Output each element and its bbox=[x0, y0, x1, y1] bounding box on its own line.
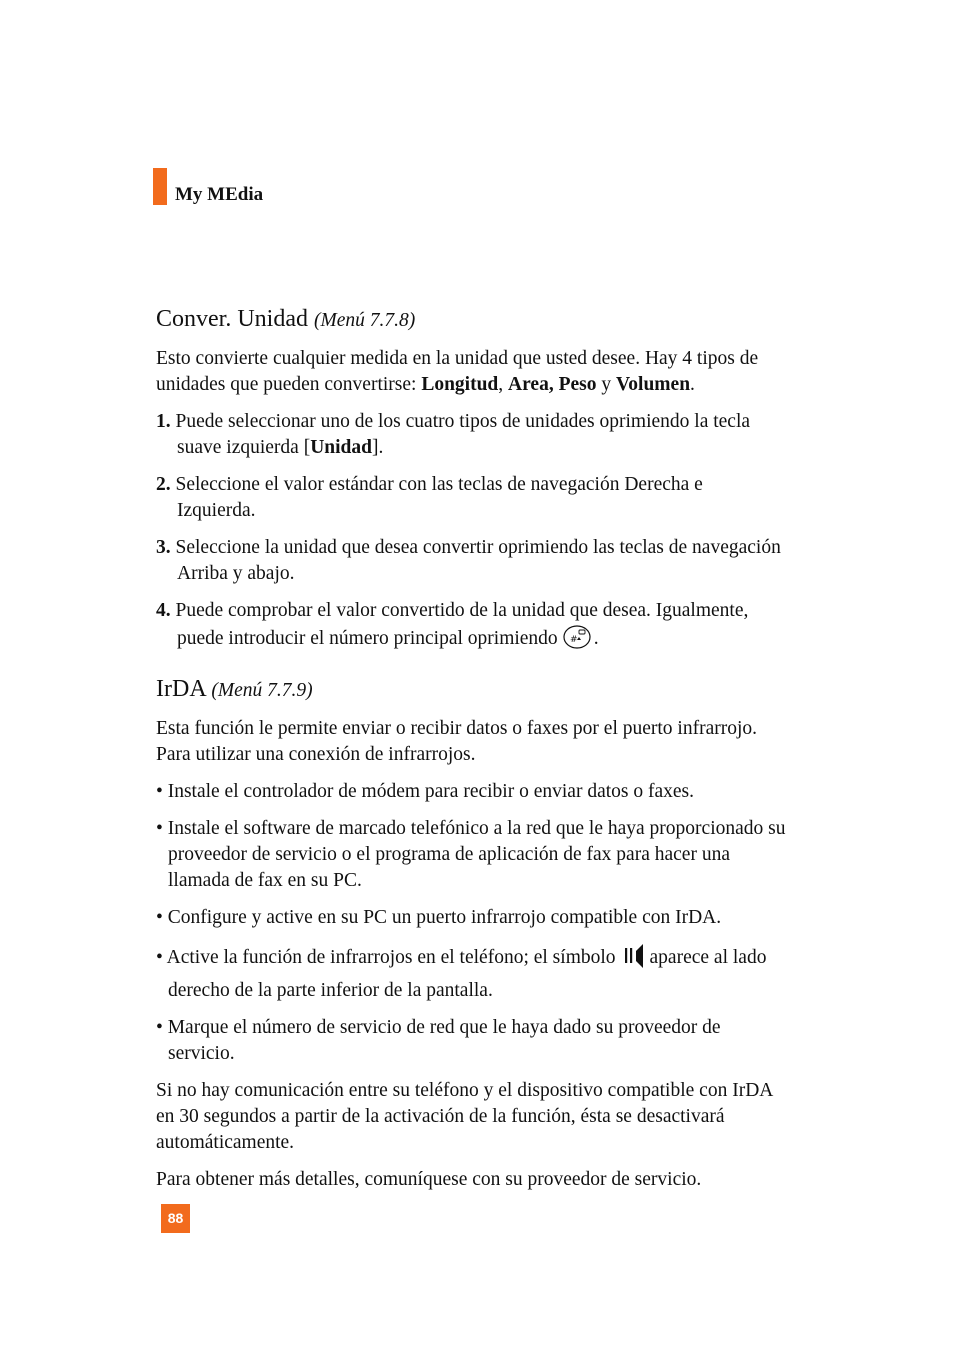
step-item bbox=[156, 409, 786, 461]
conver-menu-ref: (Menú 7.7.8) bbox=[313, 310, 416, 331]
step-item bbox=[156, 472, 786, 524]
bullet-item: • Marque el número de servicio de red que le haya dado su proveedor de servicio. bbox=[156, 1017, 721, 1064]
step-text: Puede comprobar el valor convertido de la unidad que desea. Igualmente, puede introducir el número principal oprimiendo bbox=[175, 600, 749, 649]
unit-volumen: Volumen bbox=[615, 374, 691, 395]
bullet-text-end: aparece al lado derecho de la parte inferior de la pantalla. bbox=[168, 947, 767, 1001]
step-item bbox=[156, 598, 786, 658]
step-item bbox=[156, 535, 786, 587]
pound-key-icon bbox=[562, 624, 592, 658]
bullet-item: • Instale el software de marcado telefónico a la red que le haya proporcionado su proveedor de servicio o el programa de aplicación de fax para hacer una llamada de fax en su PC. bbox=[156, 818, 786, 891]
section-label: My MEdia bbox=[175, 184, 264, 205]
step-text: Seleccione la unidad que desea convertir oprimiendo las teclas de navegación Arriba y abajo. bbox=[175, 537, 781, 584]
page-number-badge: 88 bbox=[161, 1204, 190, 1233]
step-text: Seleccione el valor estándar con las teclas de navegación Derecha e Izquierda. bbox=[175, 474, 703, 521]
svg-text:#: # bbox=[569, 635, 578, 645]
irda-paragraph: Si no hay comunicación entre su teléfono y el dispositivo compatible con IrDA en 30 segundos a partir de la activación de la función, ésta se desactivará automáticamente. bbox=[156, 1080, 773, 1153]
bullet-item: • Instale el controlador de módem para recibir o enviar datos o faxes. bbox=[156, 781, 694, 802]
step-number: 1. bbox=[156, 411, 171, 432]
irda-menu-ref: (Menú 7.7.9) bbox=[211, 680, 313, 701]
bullet-item bbox=[156, 942, 786, 1004]
conver-title: Conver. Unidad bbox=[156, 306, 308, 332]
conver-intro: Esto convierte cualquier medida en la unidad que usted desee. Hay 4 tipos de unidades que pueden convertirse: Longitud, Area, Peso y Volumen. bbox=[156, 348, 759, 395]
irda-intro: Esta función le permite enviar o recibir datos o faxes por el puerto infrarrojo. Para utilizar una conexión de infrarrojos. bbox=[156, 718, 758, 765]
irda-title: IrDA bbox=[156, 676, 206, 702]
irda-heading bbox=[156, 674, 786, 706]
bullet-text: • Active la función de infrarrojos en el teléfono; el símbolo bbox=[156, 947, 616, 968]
irda-paragraph: Para obtener más detalles, comuníquese con su proveedor de servicio. bbox=[156, 1169, 702, 1190]
step-number: 3. bbox=[156, 537, 171, 558]
irda-bullets bbox=[156, 779, 786, 1067]
step-bold: Unidad bbox=[310, 437, 372, 458]
unit-longitud: Longitud bbox=[421, 374, 499, 395]
irda-symbol-icon bbox=[622, 942, 646, 978]
unit-area-peso: Area, Peso bbox=[508, 374, 597, 395]
step-text: Puede seleccionar uno de los cuatro tipos de unidades oprimiendo la tecla suave izquierda [ bbox=[175, 411, 751, 458]
conver-heading bbox=[156, 304, 786, 336]
bullet-item: • Configure y active en su PC un puerto infrarrojo compatible con IrDA. bbox=[156, 907, 722, 928]
step-text-end: . bbox=[593, 628, 599, 649]
step-number: 4. bbox=[156, 600, 171, 621]
and-word: y bbox=[601, 374, 612, 395]
page-content bbox=[156, 304, 786, 1204]
section-marker-bar bbox=[153, 168, 167, 205]
step-number: 2. bbox=[156, 474, 171, 495]
step-text-end: ]. bbox=[371, 437, 384, 458]
conver-intro-text: Esto convierte cualquier medida en la unidad que usted desee. Hay 4 tipos de unidades que pueden convertirse: bbox=[156, 348, 759, 395]
conver-steps bbox=[156, 409, 786, 658]
